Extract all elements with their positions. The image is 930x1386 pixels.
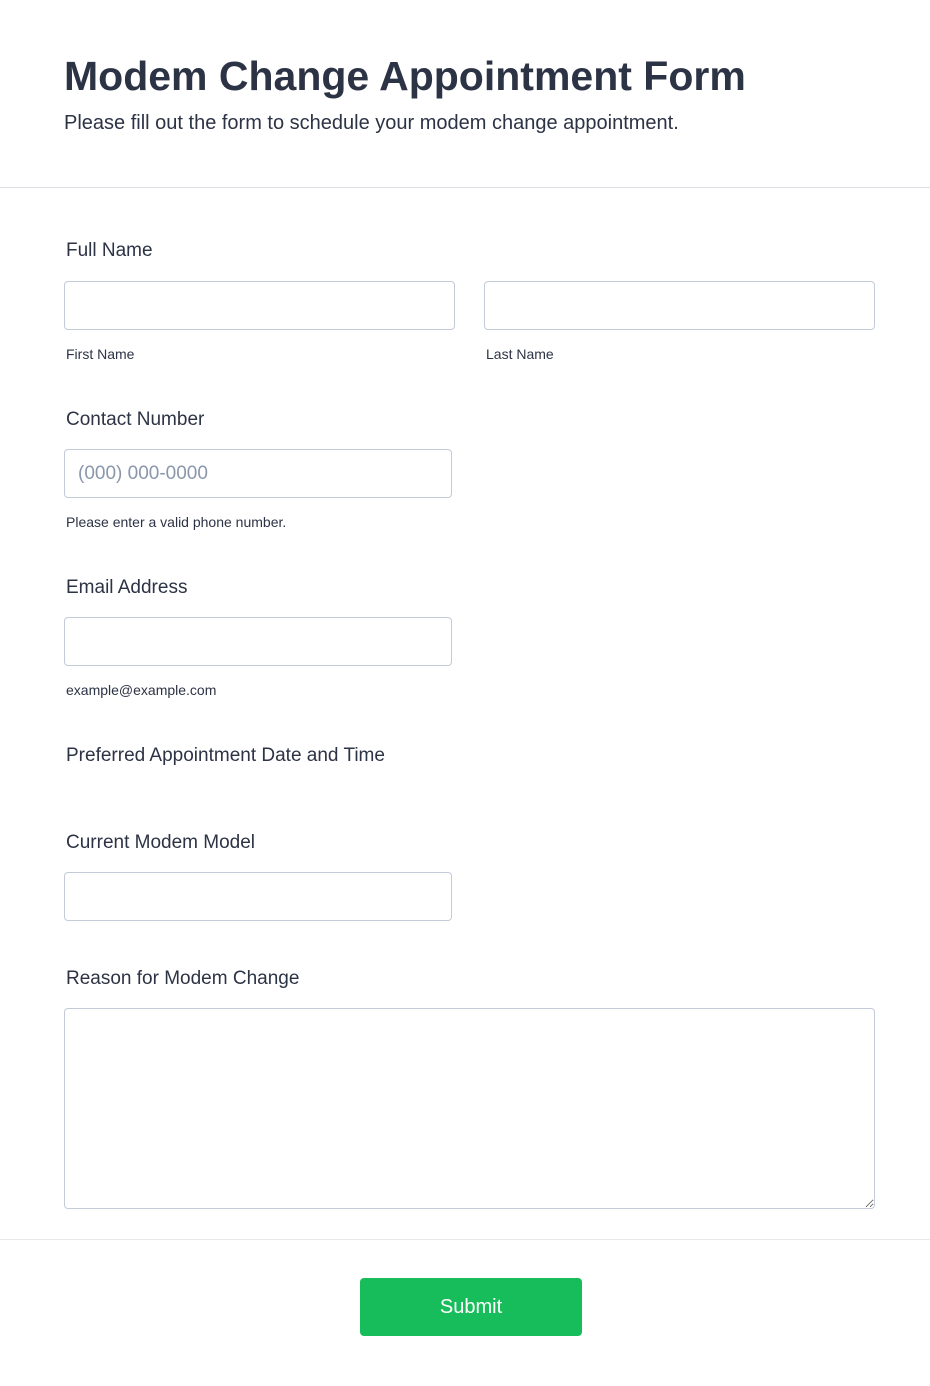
phone-number-input[interactable] (64, 449, 452, 498)
email-input[interactable] (64, 617, 452, 666)
page-subtitle: Please fill out the form to schedule your modem change appointment. (64, 112, 679, 134)
last-name-sublabel: Last Name (486, 346, 554, 362)
reason-label: Reason for Modem Change (66, 968, 300, 989)
full-name-label: Full Name (66, 240, 153, 261)
phone-number-sublabel: Please enter a valid phone number. (66, 514, 287, 530)
modem-model-label: Current Modem Model (66, 832, 256, 853)
email-sublabel: example@example.com (66, 682, 217, 698)
contact-number-label: Contact Number (66, 409, 205, 430)
first-name-input[interactable] (64, 281, 455, 330)
form-header (0, 0, 930, 188)
last-name-input[interactable] (484, 281, 875, 330)
page-title: Modem Change Appointment Form (64, 53, 746, 99)
submit-button[interactable]: Submit (360, 1278, 582, 1336)
email-address-label: Email Address (66, 577, 188, 598)
first-name-sublabel: First Name (66, 346, 135, 362)
reason-textarea[interactable] (64, 1008, 875, 1209)
modem-model-input[interactable] (64, 872, 452, 921)
appointment-datetime-label: Preferred Appointment Date and Time (66, 745, 385, 766)
footer-divider (0, 1239, 930, 1240)
